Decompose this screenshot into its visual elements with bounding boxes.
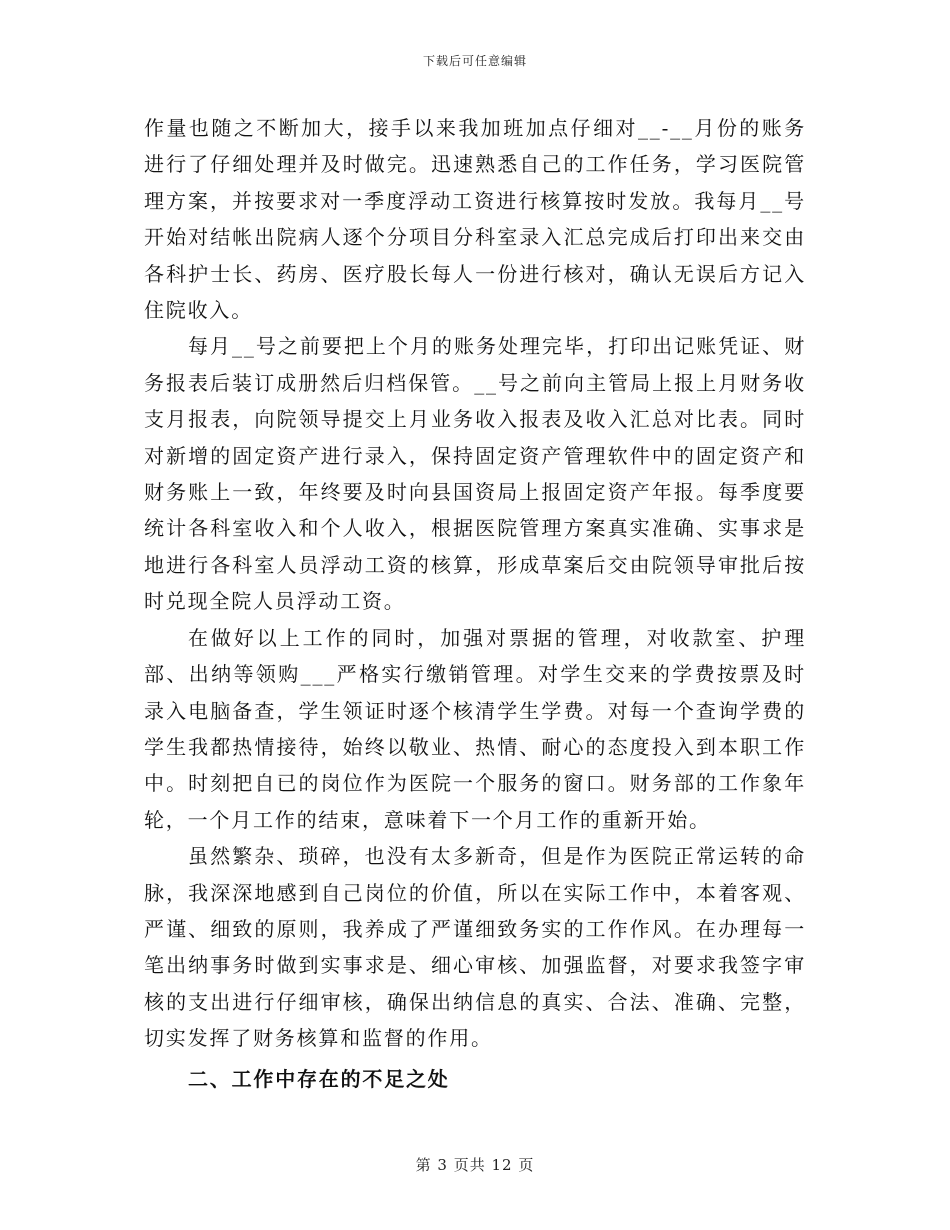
paragraph-continued: 作量也随之不断加大，接手以来我加班加点仔细对__-__月份的账务进行了仔细处理并及时做完。迅速熟悉自己的工作任务，学习医院管理方案，并按要求对一季度浮动工资进行核算按时发放。我每月__号开始对结帐出院病人逐个分项目分科室录入汇总完成后打印出来交由各科护士长、药房、医疗股长每人一份进行核对，确认无误后方记入住院收入。 xyxy=(144,116,806,323)
document-body xyxy=(144,110,806,1097)
page-number: 第 3 页共 12 页 xyxy=(415,1156,535,1174)
paragraph-monthly-accounts: 每月__号之前要把上个月的账务处理完毕，打印出记账凭证、财务报表后装订成册然后归档保管。__号之前向主管局上报上月财务收支月报表，向院领导提交上月业务收入报表及收入汇总对比表。同时对新增的固定资产进行录入，保持固定资产管理软件中的固定资产和财务账上一致，年终要及时向县国资局上报固定资产年报。每季度要统计各科室收入和个人收入，根据医院管理方案真实准确、实事求是地进行各科室人员浮动工资的核算，形成草案后交由院领导审批后按时兑现全院人员浮动工资。 xyxy=(144,334,806,614)
paragraph-work-attitude: 虽然繁杂、琐碎，也没有太多新奇，但是作为医院正常运转的命脉，我深深地感到自己岗位的价值，所以在实际工作中，本着客观、严谨、细致的原则，我养成了严谨细致务实的工作作风。在办理每一笔出纳事务时做到实事求是、细心审核、加强监督，对要求我签字审核的支出进行仔细审核，确保出纳信息的真实、合法、准确、完整，切实发挥了财务核算和监督的作用。 xyxy=(144,844,806,1051)
paragraph-receipt-management: 在做好以上工作的同时，加强对票据的管理，对收款室、护理部、出纳等领购___严格实行缴销管理。对学生交来的学费按票及时录入电脑备查，学生领证时逐个核清学生学费。对每一个查询学费的学生我都热情接待，始终以敬业、热情、耐心的态度投入到本职工作中。时刻把自已的岗位作为医院一个服务的窗口。财务部的工作象年轮，一个月工作的结束，意味着下一个月工作的重新开始。 xyxy=(144,625,806,832)
page-header: 下载后可任意编辑 xyxy=(422,54,527,68)
section-heading: 二、工作中存在的不足之处 xyxy=(188,1066,450,1091)
